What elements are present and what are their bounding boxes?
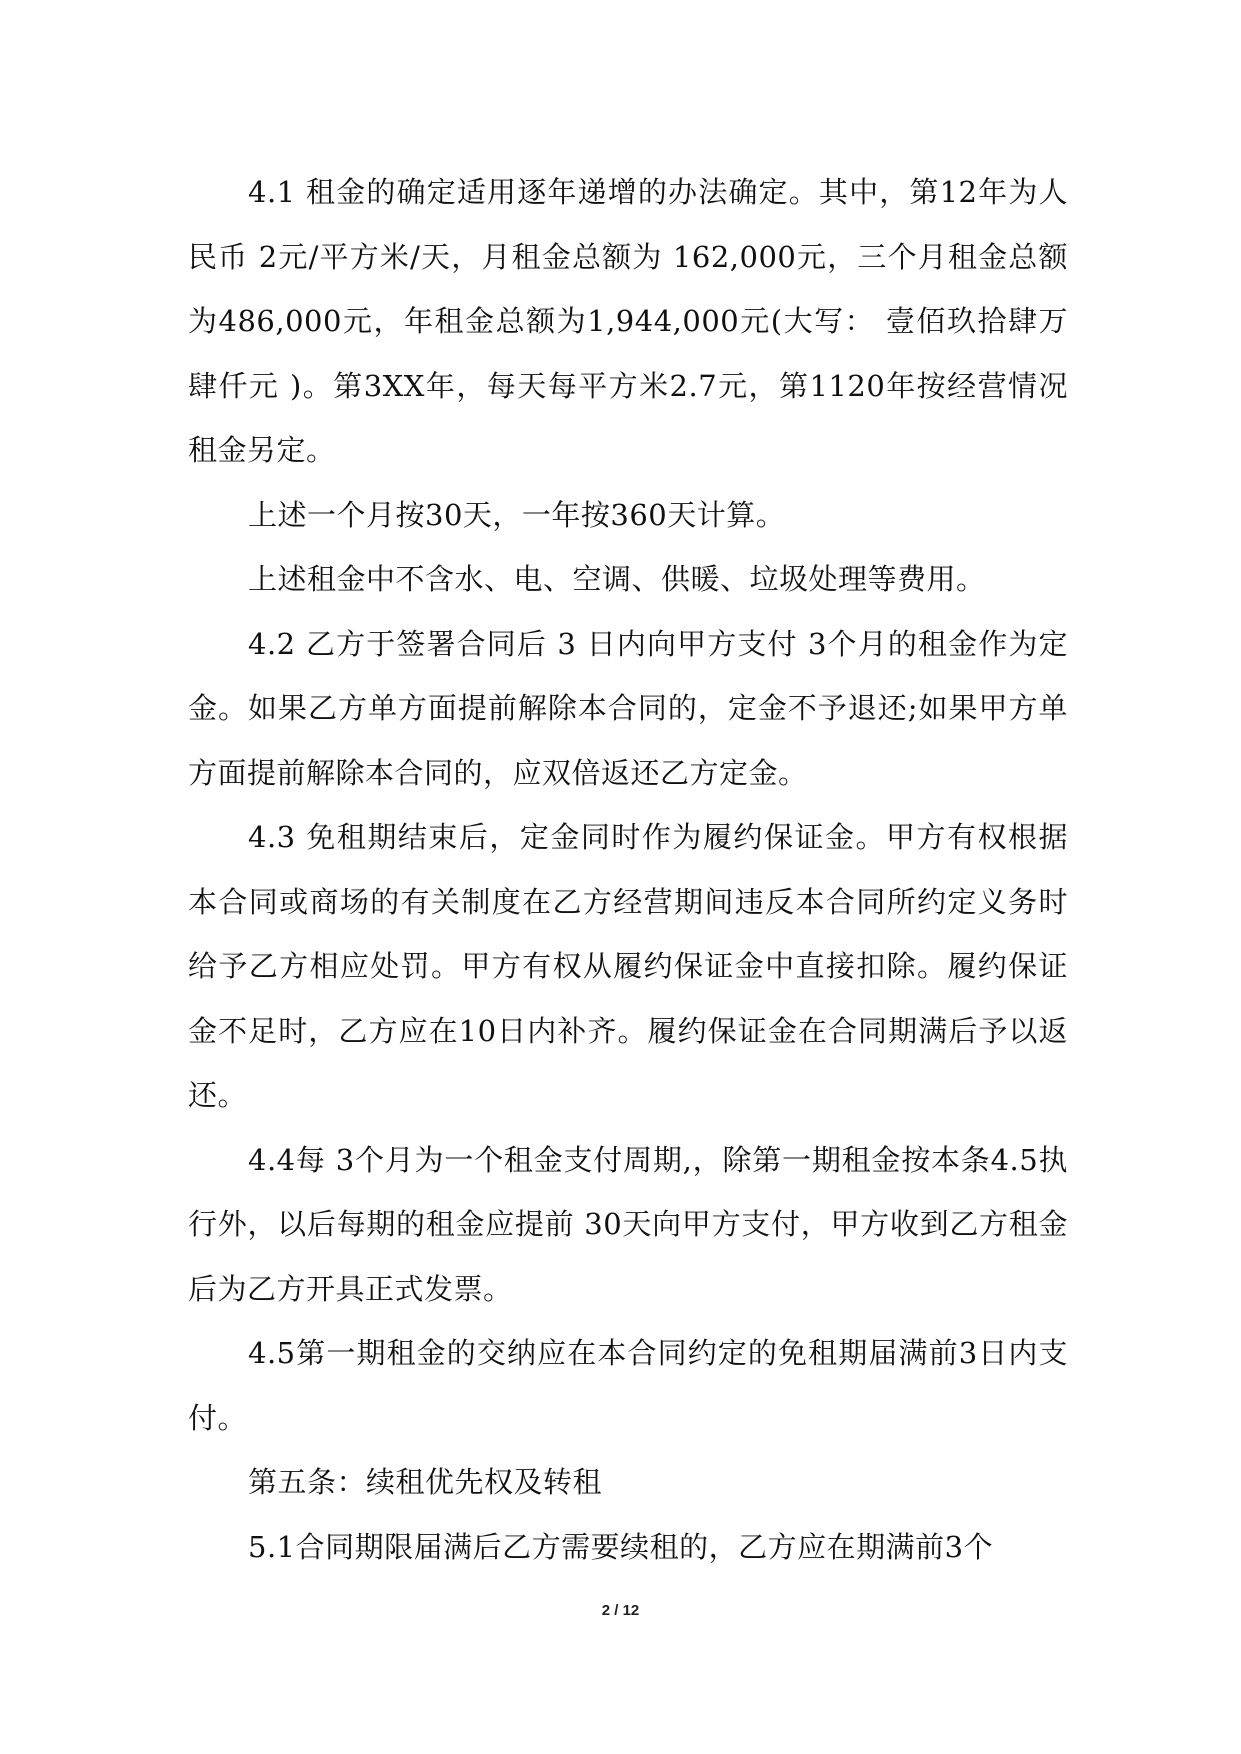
- paragraph-4-1: 4.1 租金的确定适用逐年递增的办法确定。其中，第12年为人民币 2元/平方米/天，月租金总额为 162,000元，三个月租金总额为486,000元，年租金总额为1,944,000元(大写： 壹佰玖拾肆万肆仟元 )。第3XX年，每天每平方米2.7元，第1120年按经营情况租金另定。: [188, 175, 1068, 467]
- section-heading-article-5: 第五条：续租优先权及转租: [248, 1465, 603, 1499]
- paragraph-4-5: 4.5第一期租金的交纳应在本合同约定的免租期届满前3日内支付。: [188, 1336, 1068, 1435]
- document-body: [188, 160, 1068, 1579]
- paragraph-4-3: 4.3 免租期结束后，定金同时作为履约保证金。甲方有权根据本合同或商场的有关制度在乙方经营期间违反本合同所约定义务时给予乙方相应处罚。甲方有权从履约保证金中直接扣除。履约保证金不足时，乙方应在10日内补齐。履约保证金在合同期满后予以返还。: [188, 820, 1068, 1112]
- paragraph-month-definition: 上述一个月按30天，一年按360天计算。: [248, 497, 786, 532]
- paragraph-5-1: 5.1合同期限届满后乙方需要续租的，乙方应在期满前3个: [248, 1529, 994, 1564]
- paragraph-4-2: 4.2 乙方于签署合同后 3 日内向甲方支付 3个月的租金作为定金。如果乙方单方面提前解除本合同的，定金不予退还;如果甲方单方面提前解除本合同的，应双倍返还乙方定金。: [188, 626, 1068, 790]
- paragraph-rent-exclusions: 上述租金中不含水、电、空调、供暖、垃圾处理等费用。: [248, 562, 986, 596]
- page-number: 2 / 12: [601, 1602, 640, 1619]
- paragraph-4-4: 4.4每 3个月为一个租金支付周期,，除第一期租金按本条4.5执行外，以后每期的租金应提前 30天向甲方支付，甲方收到乙方租金后为乙方开具正式发票。: [188, 1142, 1068, 1306]
